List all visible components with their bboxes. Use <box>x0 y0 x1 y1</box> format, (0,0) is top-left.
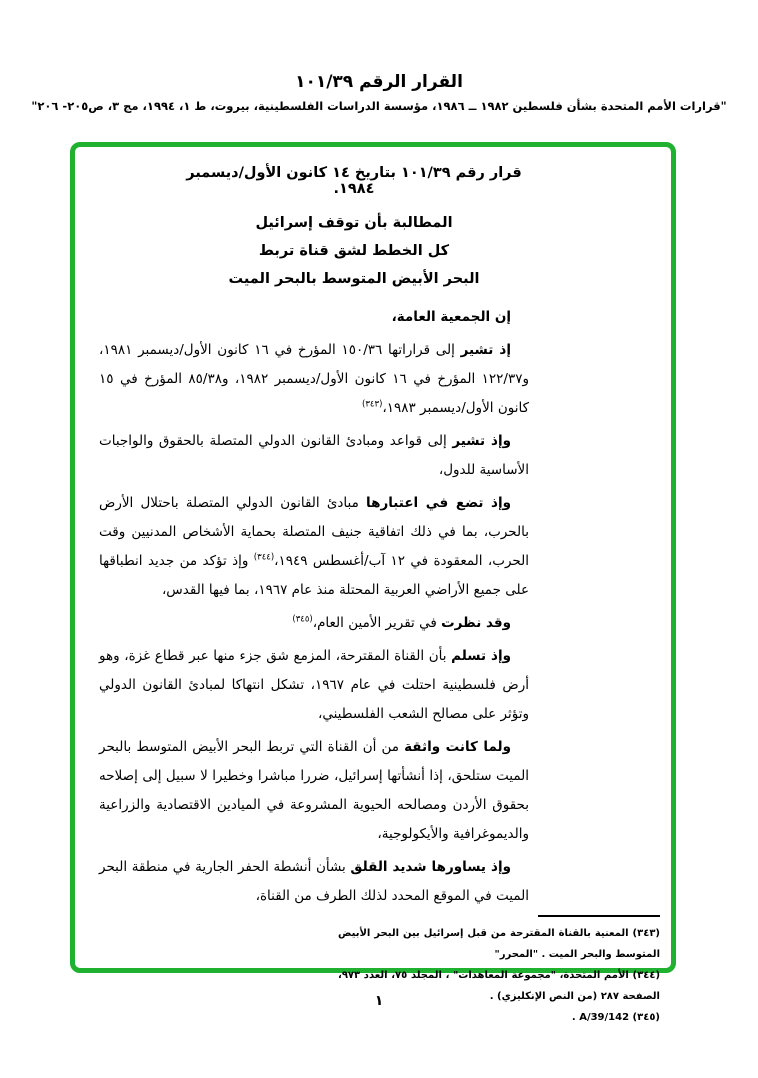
doc-source-citation: "قرارات الأمم المتحدة بشأن فلسطين ١٩٨٢ ــ ١٩٨٦، مؤسسة الدراسات الفلسطينية، بيروت، ط ١، ١٩٩٤، مج ٣، ص٢٠٥- ٢٠٦" <box>31 99 727 113</box>
resolution-paragraph <box>99 336 529 423</box>
paragraph-lead: إذ تشير <box>460 342 511 358</box>
footnotes-block <box>338 915 660 1028</box>
resolution-box <box>70 142 676 1023</box>
resolution-paragraph <box>99 733 529 849</box>
paragraph-lead: وإذ تسلم <box>451 648 511 664</box>
paragraph-text: بأن القناة المقترحة، المزمع شق جزء منها عبر قطاع غزة، وهو أرض فلسطينية احتلت في عام ١٩٦٧، تشكل انتهاكا لمبادئ القانون الدولي وتؤثر على مصالح الشعب الفلسطيني، <box>99 648 529 722</box>
footnote: (٣٤٥) A/39/142 . <box>571 1012 660 1023</box>
paragraph-text: إلى قراراتها ١٥٠/٣٦ المؤرخ في ١٦ كانون الأول/ديسمبر ١٩٨١، و١٢٢/٣٧ المؤرخ في ١٦ كانون الأول/ديسمبر ١٩٨٢، و٨٥/٣٨ المؤرخ في ١٥ كانون الأول/ديسمبر ١٩٨٣، <box>99 342 529 416</box>
paragraph-lead: وإذ تضع في اعتبارها <box>366 495 512 511</box>
footnote-ref: (٣٤٤) <box>253 552 275 563</box>
paragraph-text: بشأن أنشطة الحفر الجارية في منطقة البحر الميت في الموقع المحدد لذلك الطرف من القناة، <box>99 859 529 904</box>
resolution-number-line: قرار رقم ١٠١/٣٩ بتاريخ ١٤ كانون الأول/ديسمبر ١٩٨٤. <box>186 165 522 197</box>
resolution-paragraph <box>99 609 529 638</box>
paragraph-text: إلى قواعد ومبادئ القانون الدولي المتصلة بالحقوق والواجبات الأساسية للدول، <box>99 433 529 478</box>
footnote: (٣٤٤) الأمم المتحدة، "مجموعة المعاهدات" ، المجلد ٧٥، العدد ٩٧٣، الصفحة ٢٨٧ (من النص الإنكليزي) . <box>338 970 661 1002</box>
paragraph-text: في تقرير الأمين العام، <box>312 615 442 631</box>
paragraph-text: من أن القناة التي تربط البحر الأبيض المتوسط بالبحر الميت ستلحق، إذا أنشأتها إسرائيل، ضررا مباشرا وخطيرا لا سبيل إلى إصلاحه بحقوق الأردن ومصالحه الحيوية المشروعة في الميادين الاقتصادية والزراعية والديموغرافية والأيكولوجية، <box>99 739 529 842</box>
paragraph-lead: وإذ يساورها شديد القلق <box>350 859 511 875</box>
resolution-paragraph <box>99 489 529 605</box>
paragraph-lead: وإذ تشير <box>452 433 511 449</box>
resolution-paragraph <box>99 642 529 729</box>
paragraph-lead: إن الجمعية العامة، <box>391 309 511 325</box>
page-header <box>0 0 758 113</box>
footnote-ref: (٣٤٣) <box>362 399 383 410</box>
resolution-heading <box>99 165 529 293</box>
resolution-paragraph <box>99 303 529 332</box>
paragraph-text: مبادئ القانون الدولي المتصلة باحتلال الأرض بالحرب، بما في ذلك اتفاقية جنيف المتصلة بحماية الأشخاص المدنيين وقت الحرب، المعقودة في ١٢ آب/أغسطس ١٩٤٩، <box>99 495 529 569</box>
resolution-paragraph <box>99 427 529 485</box>
resolution-paragraph <box>99 853 529 911</box>
paragraph-lead: ولما كانت واثقة <box>404 739 511 755</box>
footnote-ref: (٣٤٥) <box>292 614 313 625</box>
footnote-separator <box>538 915 660 917</box>
page-number: ١ <box>374 993 384 1009</box>
resolution-title-line: كل الخطط لشق قناة تربط <box>258 243 450 259</box>
resolution-text-column <box>99 165 529 915</box>
resolution-title-line: البحر الأبيض المتوسط بالبحر الميت <box>228 271 480 287</box>
resolution-body <box>99 303 529 911</box>
doc-title: القرار الرقم ١٠١/٣٩ <box>295 72 463 92</box>
paragraph-text: وإذ تؤكد من جديد انطباقها على جميع الأراضي العربية المحتلة منذ عام ١٩٦٧، بما فيها القدس، <box>99 553 529 598</box>
footnote: (٣٤٣) المعنية بالقناة المقترحة من قبل إسرائيل بين البحر الأبيض المتوسط والبحر الميت . "المحرر" <box>338 928 660 960</box>
footnotes-list <box>338 923 660 1028</box>
paragraph-lead: وقد نظرت <box>441 615 511 631</box>
resolution-title-line: المطالبة بأن توقف إسرائيل <box>255 215 453 231</box>
